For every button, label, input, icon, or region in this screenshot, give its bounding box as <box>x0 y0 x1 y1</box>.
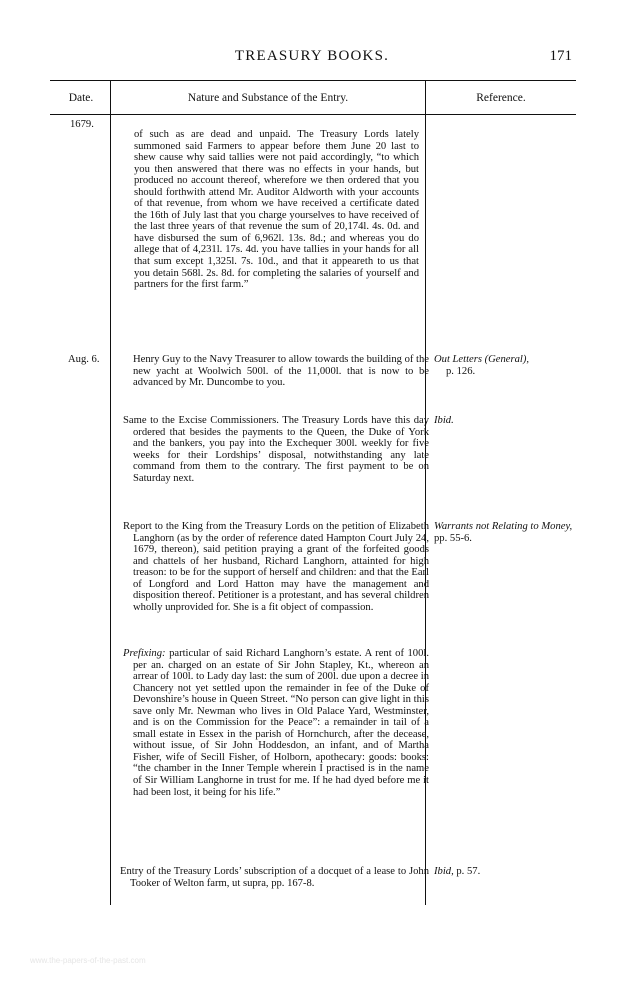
column-heading-date: Date. <box>68 92 94 104</box>
prefix-label: Prefixing: <box>123 648 166 659</box>
entry-date: Aug. 6. <box>68 354 100 365</box>
page-title: TREASURY BOOKS. <box>234 48 390 64</box>
entry-text: Report to the King from the Treasury Lords on the petition of Elizabeth Langhorn (as by the order of reference dated Hampton Court July 24, 1679, thereon), said petition praying a grant of the forfeited goods and chattels of her husband, Richard Langhorn, attainted for high treason: to be for the support of herself and children: and that the Earl of Longford and Lord Hatton may have the management and disposition thereof. Petitioner is a protestant, and has several children wholly unprovided for. She is a fit object of compassion. <box>123 521 429 613</box>
prefix-text: particular of said Richard Langhorn’s estate. A rent of 100l. per an. charged on an estate of Sir John Stapley, Kt., whereon an arrear of 100l. to Lady day last: the sum of 200l. due upon a decree in Chancery not yet settled upon the remainder in fee of the Duke of Devonshire’s house in Queen Street. “No person can give light in this save only Mr. Newman who lives in Old Palace Yard, Westminster, and is on the Commission for the Peace”: a remainder in tail of a small estate in Essex in the parish of Hornchurch, after the decease, without issue, of Sir John Hoddesdon, an infant, and of Martha Fisher, wife of Secill Fisher, of Holborn, apothecary: goods: books: “the chamber in the Inner Temple wherein I practised is in the name of Sir William Langhorne in trust for me. If he had dyed before me it had been lost, it being for his life.” <box>133 648 429 798</box>
reference-source: Ibid. <box>434 415 454 426</box>
entry-text: Entry of the Treasury Lords’ subscription of a docquet of a lease to John Tooker of Welton farm, ut supra, pp. 167-8. <box>120 866 429 889</box>
entry-reference <box>434 866 574 878</box>
entry-prefix <box>123 648 429 798</box>
reference-source: Warrants not Relating to Money, <box>434 521 573 532</box>
table-header-rule <box>50 114 576 115</box>
column-divider-left <box>110 80 111 905</box>
reference-source: Ibid, <box>434 866 454 877</box>
reference-page: p. 57. <box>456 866 481 877</box>
page-number: 171 <box>549 48 572 64</box>
column-heading-reference: Reference. <box>476 92 526 104</box>
entry-reference <box>434 415 574 427</box>
reference-source: Out Letters (General), <box>434 354 530 365</box>
reference-page: p. 126. <box>446 365 476 377</box>
entry-reference <box>434 354 574 377</box>
column-heading-nature: Nature and Substance of the Entry. <box>187 92 349 104</box>
watermark: www.the-papers-of-the-past.com <box>30 956 146 965</box>
entry-date: 1679. <box>70 119 94 130</box>
entry-reference <box>434 521 574 544</box>
entry-text: Same to the Excise Commissioners. The Treasury Lords have this day ordered that besides the payments to the Queen, the Duke of York and the bankers, you pay into the Exchequer 300l. weekly for five weeks for their Lordships’ disposal, notwithstanding any late command from them to the contrary. The first payment to be on Saturday next. <box>123 415 429 484</box>
entry-text: of such as are dead and unpaid. The Treasury Lords lately summoned said Farmers to appear before them June 20 last to shew cause why said tallies were not paid accordingly, “to which you then answered that there was no effects in your hands, but produced no account thereof, wherefore we then ordered that you should forthwith attend Mr. Auditor Aldworth with your accounts of that revenue, from whom we have received a certificate dated the 16th of July last that you charge yourselves to have received of the last three years of that revenue the sum of 20,174l. 4s. 0d. and have disbursed the sum of 6,962l. 13s. 8d.; and whereas you do allege that of 4,231l. 17s. 4d. you have tallies in your hands for all that sum except 1,325l. 7s. 10d., and that it appeareth to us that you detain 568l. 2s. 8d. for completing the salaries of yourself and partners for the first farm.” <box>134 129 419 291</box>
table-top-rule <box>50 80 576 81</box>
entry-text: Henry Guy to the Navy Treasurer to allow towards the building of the new yacht at Woolwich 500l. of the 11,000l. that is now to be advanced by Mr. Duncombe to you. <box>133 354 429 389</box>
reference-page: pp. 55-6. <box>434 532 472 544</box>
